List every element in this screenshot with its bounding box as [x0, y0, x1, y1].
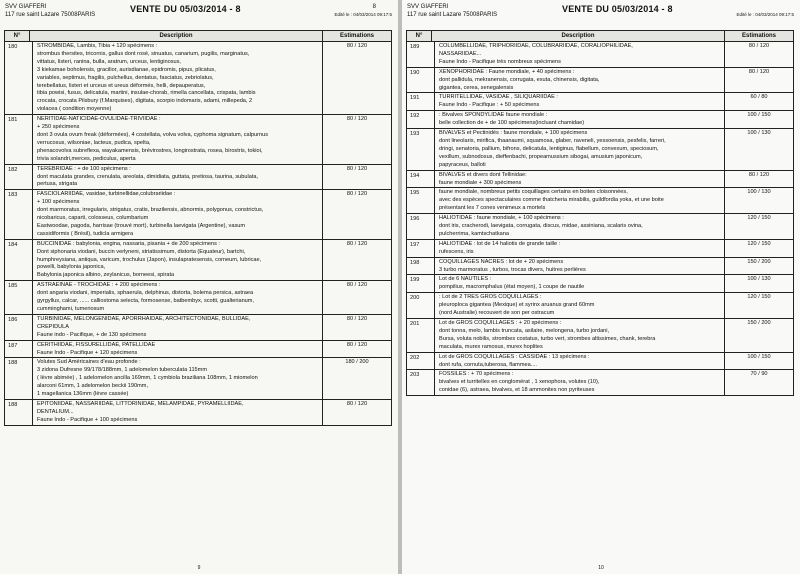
page-number-top: 8 [372, 4, 376, 10]
table-row [407, 319, 793, 353]
lot-description: : Bivalves SPONDYLIDAE faune mondiale : belle collection de + de 100 spécimens(incluant chamidae) [435, 111, 725, 128]
lot-description: ASTRAEINAE - TROCHIDAE : + 200 spécimens : dont angaria viodani, imperialis, sphaerula, delphinus, distorta, bolema persica, astraea gyrgyllus, calcar, ...... calliostoma selecta, formosense, batbembyx, scotti, gualterianum, cumminghami, tumeriosum [33, 281, 323, 314]
lot-estimation: 120 / 150 [747, 240, 771, 247]
lot-estimation: 100 / 150 [747, 112, 771, 119]
auction-house [5, 3, 95, 19]
table-row [407, 111, 793, 129]
table-row [5, 315, 391, 341]
lot-description: HALIOTIDAE : lot de 14 haliotis de grande taille : rufescens, iris [435, 240, 725, 257]
lot-description: BIVALVES et divers dont Tellinidae: faune mondiale + 300 spécimens [435, 171, 725, 188]
lot-number: 184 [5, 240, 33, 281]
lot-number: 182 [5, 165, 33, 190]
lot-estimation: 80 / 120 [346, 165, 368, 172]
lot-estimation: 80 / 120 [346, 400, 368, 407]
lot-description: STROMBIDAE, Lambis, Tibia + 120 spécimens : strombus thersites, tricornis, gallus dont rosé, sinuatus, canarium, pugilis, marginatus, vittatus, listeri, ranina, bulla, aratrum, urceus, lentiginosus, 3 kiekamae boholensis, gracilior, aurisdianae, epidromis, pipus, plicatus, variables, septimus, fragilis, pulchellus, dentatus, fasciatus, zebriolatus, terebellatus, listeri et urceus et ureus déformés, helli, depauperatus, tibia powisi, fusus, delicatula, martini, insulae-chorab, rimella cancellata, crispata, lambis crocata, crocata Pilsbury (f.Marquises), digitata, scorpio indomaris, adami, millepeda, 2 violacea ( condition moyenne) [33, 42, 323, 114]
page-number-bottom: 9 [197, 565, 201, 571]
lot-description: FASCIOLARIIDAE, vasidae, turbinellidae,colubrariidae : + 100 spécimens dont marmoratus, irregularis, strigatus, cratis, brazilensis, abnormis, polygonus, constrictus, nicobaricus, caparti, colosseus, columbarium Eastwoodae, pagoda, harrisae (trouvé mort), turbinella laevigata (Argentine), vasum cassidiformis ( Brésil), tudicla armigera [33, 190, 323, 238]
lot-description: XENOPHORIDAE : Faune mondiale, + 40 spécimens : dont pallidula, mekranensis, corrugata, exuta, chinensis, digitata, gigantea, cerea, senegalensis [435, 68, 725, 93]
lot-number: 188 [5, 400, 33, 425]
lot-number: 191 [407, 93, 435, 110]
col-header-number: N° [407, 31, 432, 41]
lot-number: 180 [5, 42, 33, 114]
lot-description: CERITHIIDAE, FISSURELLIDAE, PATELLIDAE Faune Indo - Pacifique + 120 spécimens [33, 341, 323, 358]
page-number-bottom: 10 [598, 565, 604, 571]
lot-description: TURBINIDAE, MELONGENIDAE, APORRHAIDAE, ARCHITECTONIDAE, BULLIDAE, CREPIDULA Faune indo - Pacifique, + de 130 spécimens [33, 315, 323, 340]
table-row [407, 214, 793, 240]
lot-description: COQUILLAGES NACRES : lot de + 20 spécimens 3 turbo marmoratus , turbos, trocas divers, huitres perlières [435, 258, 725, 275]
lot-description: FOSSILES : + 70 spécimens : bivalves et turritelles en conglomérat , 1 xenophora, volutes (10), conidae (6), astraea, bivalves, et 18 ammonites non pyriteuses [435, 370, 725, 395]
lot-description: COLUMBELLIDAE, TRIPHORIIDAE, COLUBRARIIDAE, CORALIOPHILIDAE, NASSARIIDAE... Faune Indo - Pacifique très nombreux spécimens [435, 42, 725, 67]
lot-description: HALIOTIDAE : faune mondiale, + 100 spécimens : dont iris, cracherodi, laevigata, corrugata, discus, midae, assiniana, scalaris ovina, pulcherrima, kamtschatkana [435, 214, 725, 239]
lot-number: 192 [407, 111, 435, 128]
page-header [0, 3, 398, 25]
table-row [5, 240, 391, 282]
table-header [407, 31, 793, 42]
table-body [407, 42, 793, 395]
lot-number: 183 [5, 190, 33, 238]
lot-estimation: 80 / 120 [346, 116, 368, 123]
lot-number: 195 [407, 188, 435, 213]
lot-estimation: 80 / 120 [346, 240, 368, 247]
lot-number: 186 [5, 315, 33, 340]
lot-description: BIVALVES et Pectinidés : faune mondiale, + 100 spécimens dont lineolaris, mirifica, thaanaumi, squamosa, glaber, raveneli, yessoensis, pesfelis, farreri, dringi, senatoria, pallium, bifrons, delicatula, lentiginus, flabellum, convexum, speciosum, vexillum, subnodosus, dieffenbachi, propeamussium sibogai, amusium japonicum, papyraceus, balloti [435, 129, 725, 170]
table-row [407, 353, 793, 371]
lot-number: 193 [407, 129, 435, 170]
lot-estimation: 150 / 200 [747, 258, 771, 265]
lot-estimation: 80 / 120 [346, 191, 368, 198]
catalog-page-left [0, 0, 398, 574]
lot-description: TURRITELLIDAE, VASIDAE , SILIQUARIIDAE : Faune Indo - Pacifique : + 50 spécimens [435, 93, 725, 110]
lot-estimation: 100 / 130 [747, 130, 771, 137]
lot-estimation: 80 / 120 [748, 43, 770, 49]
lots-table [4, 30, 392, 426]
lot-estimation: 100 / 130 [747, 276, 771, 283]
lot-description: EPITONIIDAE, NASSARIIDAE, LITTORINIDAE, MELAMPIDAE, PYRAMELLIIDAE, DENTALIUM... Faune Indo - Pacifique + 100 spécimens [33, 400, 323, 425]
lot-number: 197 [407, 240, 435, 257]
lot-number: 188 [5, 358, 33, 399]
col-header-estimation: Estimations [339, 33, 374, 39]
col-header-description: Description [30, 31, 323, 41]
lot-description: faune mondiale, nombreux petits coquillages certains en boites cloisonnées, avec des espèces spectaculaires comme thatcheria mirabilis, guildfordia yoka, et une boite présentant les 7 cones venimeux a mortels [435, 188, 725, 213]
firm-name: SVV GIAFFERI [407, 4, 449, 10]
edited-date: Edité le : 04/03/2014 09:17:5 [334, 12, 392, 17]
table-row [407, 370, 793, 395]
lot-estimation: 70 / 90 [750, 371, 768, 378]
lot-number: 199 [407, 275, 435, 292]
lot-number: 201 [407, 319, 435, 352]
firm-name: SVV GIAFFERI [5, 4, 47, 10]
lot-number: 181 [5, 115, 33, 163]
sale-title: VENTE DU 05/03/2014 - 8 [562, 4, 673, 14]
lot-estimation: 150 / 200 [747, 320, 771, 326]
lot-number: 198 [407, 258, 435, 275]
table-row [5, 341, 391, 359]
lot-number: 200 [407, 293, 435, 318]
lot-number: 190 [407, 68, 435, 93]
lot-estimation: 120 / 150 [747, 215, 771, 222]
table-row [5, 281, 391, 315]
lot-estimation: 180 / 200 [345, 359, 369, 366]
lot-description: Lot de GROS COQUILLAGES : CASSIDAE : 13 spécimens : dont rufa, cornuta,tuberosa, flammea.... [435, 353, 725, 370]
lot-estimation: 80 / 120 [346, 43, 368, 49]
lot-estimation: 80 / 120 [346, 341, 368, 348]
firm-address: 117 rue saint Lazare 75008PARIS [407, 12, 498, 18]
lot-number: 194 [407, 171, 435, 188]
catalog-page-right [402, 0, 800, 574]
table-row [5, 190, 391, 239]
sale-title: VENTE DU 05/03/2014 - 8 [130, 4, 241, 14]
table-row [407, 93, 793, 111]
lot-description: Lot de GROS COQUILLAGES : + 20 spécimens : dont tonna, melo, lambis truncata, asilaire, melongena, turbo jordani, Bursa, voluta nobilis, strombes costatus, turbo vert, strombes altissimes, chank, terebra maculata, murex ramosus, murex hoplites [435, 319, 725, 352]
table-row [407, 275, 793, 293]
table-body [5, 42, 391, 425]
lot-estimation: 100 / 130 [747, 189, 771, 196]
lot-number: 185 [5, 281, 33, 314]
table-row [407, 293, 793, 319]
table-row [5, 165, 391, 191]
table-row [407, 129, 793, 171]
table-row [407, 42, 793, 68]
lot-estimation: 100 / 150 [747, 353, 771, 360]
lot-number: 202 [407, 353, 435, 370]
table-row [407, 240, 793, 258]
auction-house [407, 3, 497, 19]
lot-estimation: 80 / 120 [748, 68, 770, 75]
table-row [407, 188, 793, 214]
lot-description: Volutes Sud Américaines d'eau profonde : 3 zidona Dufresne 99/178/188mm, 1 adelomelon tuberculata 115mm ( lèvre abimée) , 1 adelomelon ancilla 169mm, 1 cymbiola braziliana 108mm, 1 miomelon alarconi 61mm, 1 adelomelon beckii 190mm, 1 magellanica 136mm (lèvre cassée) [33, 358, 323, 399]
lot-number: 187 [5, 341, 33, 358]
lot-estimation: 80 / 120 [346, 282, 368, 289]
lot-description: : Lot de 2 TRES GROS COQUILLAGES : pleuroploca gigantea (Mexique) et syrinx aruanus grand 60mm (nord Australie) recouvert de son per ostracum [435, 293, 725, 318]
lot-estimation: 80 / 120 [346, 315, 368, 322]
lot-estimation: 80 / 120 [748, 171, 770, 178]
edited-date: Edité le : 04/03/2014 09:17:5 [736, 12, 794, 17]
table-header [5, 31, 391, 42]
col-header-description: Description [432, 31, 725, 41]
lot-estimation: 60 / 80 [750, 94, 768, 101]
table-row [5, 115, 391, 164]
lot-description: BUCCINIDAE : babylonia, engina, nassaria, pisania + de 200 spécimens : Dont siphonaria viodani, buccin verlyneni, striatissimum, distorta (Equateur), bartchi, humphreysiana, antiqua, varicum, trochulus (Japon), insulapratesensis, corneum, lubricae, powelli, babylonia japonica, Babylonia japonica albino, zeylanicus, borneesi, spirata [33, 240, 323, 281]
page-header [402, 3, 800, 25]
col-header-estimation: Estimations [741, 33, 776, 39]
lots-table [406, 30, 794, 396]
lot-estimation: 120 / 150 [747, 294, 771, 301]
table-row [5, 400, 391, 425]
lot-number: 189 [407, 42, 435, 67]
lot-number: 203 [407, 370, 435, 395]
col-header-number: N° [5, 31, 30, 41]
table-row [407, 68, 793, 94]
table-row [407, 258, 793, 276]
table-row [5, 358, 391, 400]
table-row [5, 42, 391, 115]
lot-description: NERITIDAE-NATICIDAE-OVULIDAE-TRIVIIDAE : + 250 spécimens dont 3 ovula ovum freak (déformées), 4 costellata, volva volva, cyphoma signatum, calpurnus verrucosus, wilsoniae, lacteus, pudica, spelta, phenacovolva subreflexa, wayakamensis, brévirostres, longirostrata, rosea, birostris, tokioi, trivia solandri,merces, pediculus, aperta [33, 115, 323, 163]
lot-description: TEREBRIDAE : + de 100 spécimens : dont maculata grandes, crenulata, areolata, dimidiata, guttata, pretiosa, taurina, subulata, pertusa, strigata [33, 165, 323, 190]
table-row [407, 171, 793, 189]
firm-address: 117 rue saint Lazare 75008PARIS [5, 12, 96, 18]
lot-number: 196 [407, 214, 435, 239]
lot-description: Lot de 6 NAUTILES : pompilius, macromphalus (état moyen), 1 coupe de nautile [435, 275, 725, 292]
